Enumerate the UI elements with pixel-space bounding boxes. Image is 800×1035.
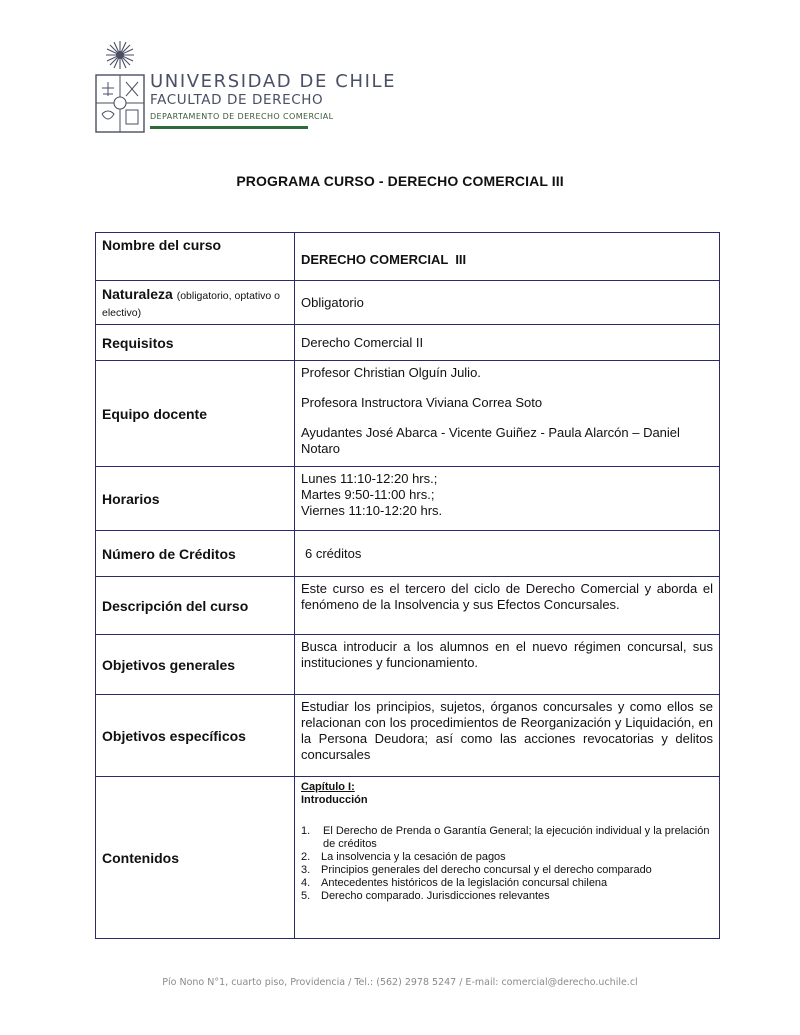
university-crest-icon — [90, 38, 150, 138]
list-item — [301, 825, 713, 851]
value-naturaleza: Obligatorio — [295, 281, 720, 325]
row-contenidos — [96, 777, 720, 939]
label-descripcion: Descripción del curso — [96, 577, 295, 635]
label-obj-generales: Objetivos generales — [96, 635, 295, 695]
label-equipo: Equipo docente — [96, 361, 295, 467]
chapter-title: Introducción — [301, 794, 368, 806]
row-obj-generales — [96, 635, 720, 695]
label-obj-especificos: Objetivos específicos — [96, 695, 295, 777]
value-obj-generales: Busca introducir a los alumnos en el nuevo régimen concursal, sus instituciones y funcionamiento. — [295, 635, 720, 695]
department-name: DEPARTAMENTO DE DERECHO COMERCIAL — [150, 112, 334, 121]
list-item — [301, 864, 713, 877]
value-equipo — [295, 361, 720, 467]
list-item-number: 1. — [301, 825, 311, 837]
label-contenidos: Contenidos — [96, 777, 295, 939]
label-horarios: Horarios — [96, 467, 295, 531]
value-contenidos — [295, 777, 720, 939]
list-item-number: 2. — [301, 851, 311, 863]
creditos-value: 6 créditos — [305, 545, 362, 561]
course-name: DERECHO COMERCIAL III — [301, 252, 467, 267]
list-item — [301, 877, 713, 890]
row-nombre — [96, 233, 720, 281]
value-horarios — [295, 467, 720, 531]
value-nombre — [295, 233, 720, 281]
value-descripcion: Este curso es el tercero del ciclo de Derecho Comercial y aborda el fenómeno de la Insolvencia y sus Efectos Concursales. — [295, 577, 720, 635]
horario-lunes: Lunes 11:10-12:20 hrs.; — [301, 471, 438, 486]
university-name: UNIVERSIDAD DE CHILE — [150, 71, 397, 92]
label-requisitos: Requisitos — [96, 325, 295, 361]
letterhead-rule — [150, 126, 308, 129]
label-naturaleza-main: Naturaleza — [102, 285, 173, 302]
label-naturaleza — [96, 281, 295, 325]
row-equipo — [96, 361, 720, 467]
horario-martes: Martes 9:50-11:00 hrs.; — [301, 487, 435, 502]
course-table — [95, 232, 720, 939]
list-item-text: Principios generales del derecho concursal y el derecho comparado — [321, 864, 652, 876]
row-creditos — [96, 531, 720, 577]
label-naturaleza-note: (obligatorio, optativo o electivo) — [102, 289, 281, 319]
row-descripcion — [96, 577, 720, 635]
row-horarios — [96, 467, 720, 531]
list-item-number: 5. — [301, 890, 311, 902]
list-item — [301, 890, 713, 903]
value-requisitos: Derecho Comercial II — [295, 325, 720, 361]
label-nombre: Nombre del curso — [96, 233, 295, 281]
label-creditos: Número de Créditos — [96, 531, 295, 577]
horario-viernes: Viernes 11:10-12:20 hrs. — [301, 503, 443, 518]
list-item-number: 3. — [301, 864, 311, 876]
value-creditos — [295, 531, 720, 577]
faculty-name: FACULTAD DE DERECHO — [150, 92, 324, 108]
list-item-text: El Derecho de Prenda o Garantía General; la ejecución individual y la prelación de créditos — [323, 825, 710, 850]
equipo-instructora: Profesora Instructora Viviana Correa Soto — [301, 395, 543, 410]
chapter-heading — [301, 781, 713, 794]
chapter-label: Capítulo I: — [301, 781, 355, 793]
equipo-ayudantes: Ayudantes José Abarca - Vicente Guiñez - Paula Alarcón – Daniel Notaro — [301, 425, 680, 456]
footer-contact: Pío Nono N°1, cuarto piso, Providencia / Tel.: (562) 2978 5247 / E-mail: comercial@derecho.uchile.cl — [162, 977, 638, 988]
page-title: PROGRAMA CURSO - DERECHO COMERCIAL III — [236, 173, 564, 189]
value-obj-especificos: Estudiar los principios, sujetos, órganos concursales y como ellos se relacionan con los procedimientos de Reorganización y Liquidación, en la Persona Deudora; así como las acciones revocatorias y delitos concursales — [295, 695, 720, 777]
list-item-text: La insolvencia y la cesación de pagos — [321, 851, 506, 863]
list-item-text: Derecho comparado. Jurisdicciones relevantes — [321, 890, 550, 902]
equipo-profesor: Profesor Christian Olguín Julio. — [301, 365, 481, 380]
row-obj-especificos — [96, 695, 720, 777]
row-requisitos — [96, 325, 720, 361]
list-item-number: 4. — [301, 877, 311, 889]
contents-list — [301, 825, 713, 903]
row-naturaleza — [96, 281, 720, 325]
list-item-text: Antecedentes históricos de la legislación concursal chilena — [321, 877, 608, 889]
list-item — [301, 851, 713, 864]
